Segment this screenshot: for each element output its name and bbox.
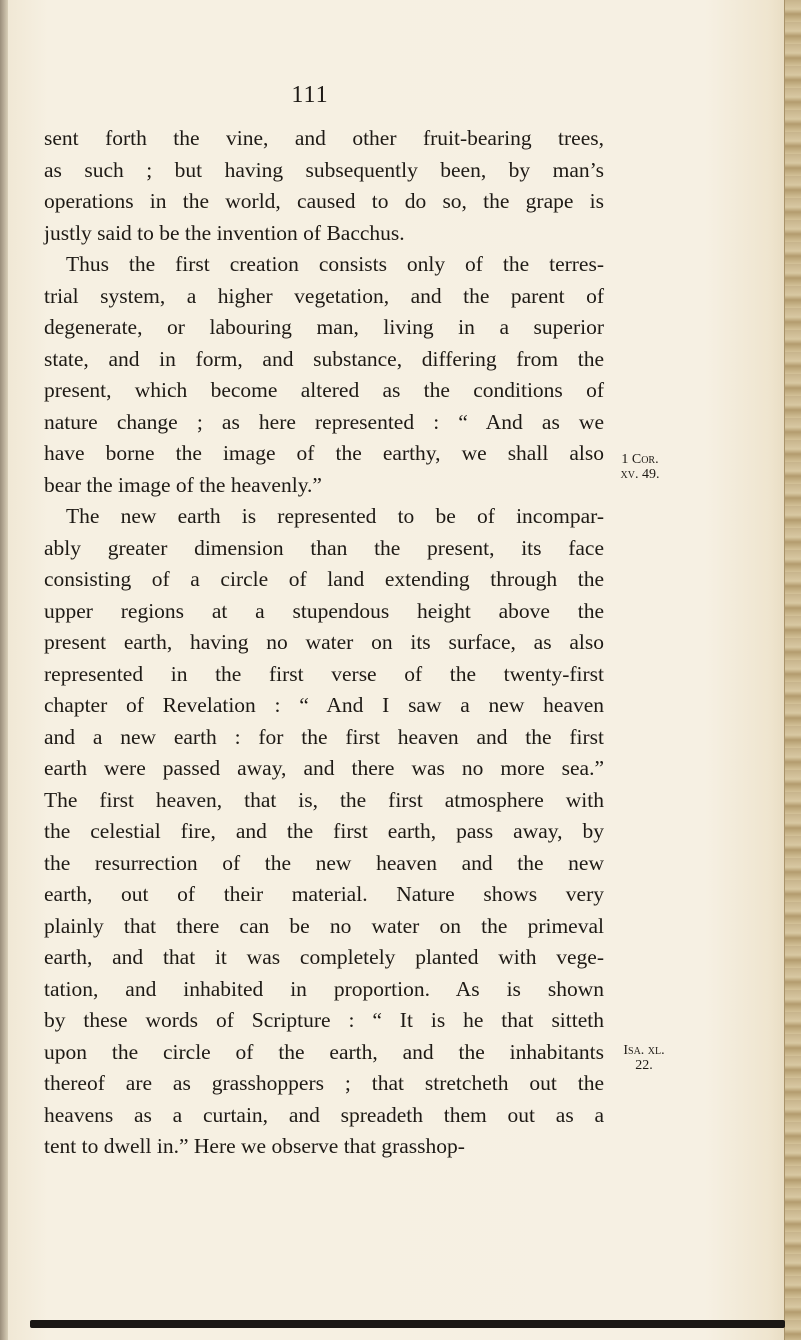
text-line: bear the image of the heavenly.” xyxy=(44,472,322,497)
text-line: degenerate, or labouring man, living in a superior xyxy=(44,315,604,339)
text-line: represented in the first verse of the twenty-first xyxy=(44,661,604,686)
text-line: chapter of Revelation : “ And I saw a new heaven xyxy=(44,693,604,717)
text-line: upper regions at a stupendous height above the xyxy=(44,598,604,623)
text-line: sent forth the vine, and other fruit-bearing trees, xyxy=(44,126,604,150)
margin-note-isaiah xyxy=(606,1043,682,1073)
text-line: the resurrection of the new heaven and the new xyxy=(44,850,604,875)
body-text xyxy=(44,123,604,1163)
text-line: state, and in form, and substance, differing from the xyxy=(44,346,604,371)
text-line: trial system, a higher vegetation, and the parent of xyxy=(44,283,604,308)
margin-note-book: 1 Cor. xyxy=(621,452,659,467)
text-line: plainly that there can be no water on the primeval xyxy=(44,913,604,938)
text-line: have borne the image of the earthy, we shall also xyxy=(44,441,604,465)
text-line: earth were passed away, and there was no more sea.” xyxy=(44,756,604,780)
text-line: as such ; but having subsequently been, by man’s xyxy=(44,157,604,182)
text-line: operations in the world, caused to do so, the grape is xyxy=(44,189,604,213)
text-line: by these words of Scripture : “ It is he that sitteth xyxy=(44,1008,604,1032)
margin-note-book: Isa. xl. xyxy=(623,1043,665,1058)
text-line: present earth, having no water on its surface, as also xyxy=(44,630,604,654)
text-line: earth, out of their material. Nature shows very xyxy=(44,882,604,906)
text-line: ably greater dimension than the present, its face xyxy=(44,535,604,560)
page-left-edge xyxy=(0,0,8,1340)
page-right-edge xyxy=(784,0,801,1340)
text-line: upon the circle of the earth, and the inhabitants xyxy=(44,1039,604,1064)
text-line: The first heaven, that is, the first atmosphere with xyxy=(44,787,604,812)
text-line: The new earth is represented to be of incompar- xyxy=(66,504,604,528)
margin-note-corinthians xyxy=(610,452,670,482)
text-line: the celestial fire, and the first earth, pass away, by xyxy=(44,819,604,843)
margin-note-reference: 22. xyxy=(635,1058,653,1073)
text-line: consisting of a circle of land extending through the xyxy=(44,567,604,591)
text-line: justly said to be the invention of Bacchus. xyxy=(44,220,405,245)
text-line: and a new earth : for the first heaven and the first xyxy=(44,724,604,749)
page-bottom-rule xyxy=(30,1320,785,1328)
margin-note-reference: xv. 49. xyxy=(620,467,660,482)
text-line: tation, and inhabited in proportion. As is shown xyxy=(44,976,604,1001)
text-line: heavens as a curtain, and spreadeth them out as a xyxy=(44,1102,604,1127)
page-number: 111 xyxy=(291,82,329,108)
text-line: present, which become altered as the conditions of xyxy=(44,378,604,402)
text-line: Thus the first creation consists only of the terres- xyxy=(66,252,604,276)
text-line: thereof are as grasshoppers ; that stretcheth out the xyxy=(44,1071,604,1095)
text-line: earth, and that it was completely planted with vege- xyxy=(44,945,604,969)
text-line: tent to dwell in.” Here we observe that grasshop- xyxy=(44,1134,465,1158)
text-line: nature change ; as here represented : “ And as we xyxy=(44,409,604,434)
